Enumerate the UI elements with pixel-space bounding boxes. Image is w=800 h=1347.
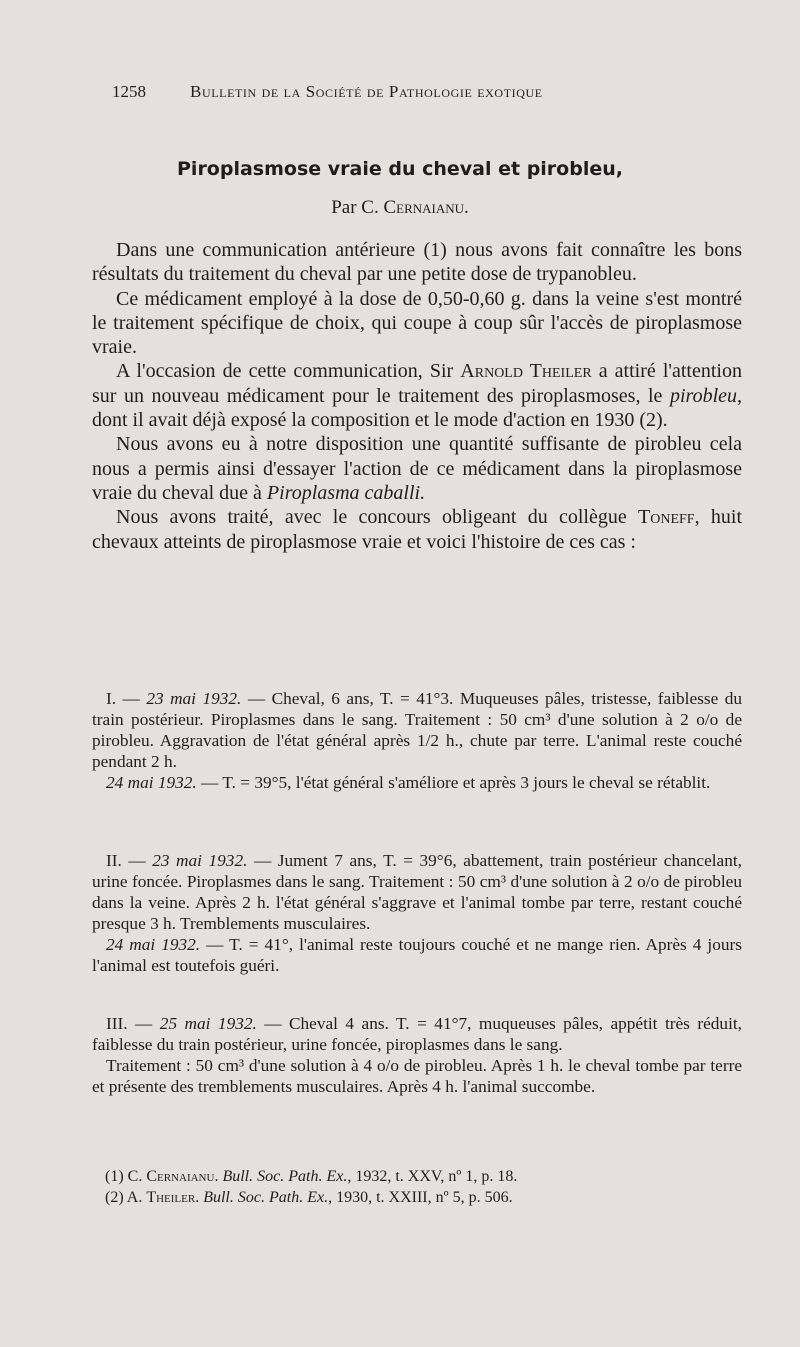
footnote-1: [105, 1166, 745, 1187]
footnote-1-author: Cernaianu.: [146, 1168, 219, 1185]
case-1-followup-text: — T. = 39°5, l'état général s'améliore et après 3 jours le cheval se rétablit.: [196, 773, 711, 792]
case-2-text: — Jument 7 ans, T. = 39°6, abattement, train postérieur chancelant, urine foncée. Piroplasmes dans le sang. Traitement : 50 cm³ d'une solution à 2 o/o de pirobleu dans la veine. Après 2 h. l'état général s'aggrave et l'animal tombe par terre, restant couché presque 3 h. Tremblements musculaires.: [92, 851, 742, 933]
case-1: [92, 688, 742, 793]
case-3-date: 25 mai 1932.: [159, 1014, 257, 1033]
case-1-entry: [92, 688, 742, 772]
p3-text-b: a attiré l'attention sur un nouveau médicament pour le traitement des piroplasmoses, le: [92, 360, 742, 407]
p5-text-b: huit chevaux atteints de piroplasmose vraie et voici l'histoire de ces cas :: [92, 506, 742, 553]
case-1-followup: [92, 772, 742, 793]
p3-text-a: A l'occasion de cette communication, Sir: [116, 360, 461, 383]
case-3-followup-text: Traitement : 50 cm³ d'une solution à 4 o/o de pirobleu. Après 1 h. le cheval tombe par terre et présente des tremblements musculaires. Après 4 h. l'animal succombe.: [92, 1056, 742, 1096]
article-body: [92, 238, 742, 554]
case-1-date: 23 mai 1932.: [146, 689, 242, 708]
footnote-2-author: Theiler.: [146, 1189, 200, 1206]
case-1-followup-date: 24 mai 1932.: [106, 773, 197, 792]
author-name: Cernaianu.: [383, 197, 469, 218]
p3-text-c: dont il avait déjà exposé la composition et le mode d'action en 1930 (2).: [92, 409, 668, 432]
footnotes: [105, 1166, 745, 1208]
case-2-date: 23 mai 1932.: [152, 851, 248, 870]
paragraph-2: Ce médicament employé à la dose de 0,50-0,60 g. dans la veine s'est montré le traitement spécifique de choix, qui coupe à coup sûr l'accès de piroplasmose vraie.: [92, 287, 742, 359]
running-header: [112, 82, 642, 108]
p5-person: Toneff,: [638, 506, 700, 529]
case-1-number: I. —: [106, 689, 147, 708]
case-2-followup-text: — T. = 41°, l'animal reste toujours couché et ne mange rien. Après 4 jours l'animal est toutefois guéri.: [92, 935, 742, 975]
case-2-followup: [92, 934, 742, 976]
article-author: [0, 197, 800, 219]
case-3-text: — Cheval 4 ans. T. = 41°7, muqueuses pâles, appétit très réduit, faiblesse du train postérieur, urine foncée, piroplasmes dans le sang.: [92, 1014, 742, 1054]
p4-text: Nous avons eu à notre disposition une quantité suffisante de pirobleu cela nous a permis ainsi d'essayer l'action de ce médicament dans la piroplasmose vraie du cheval due à: [92, 433, 742, 504]
case-3-entry: [92, 1013, 742, 1055]
p3-person: Arnold Theiler: [460, 360, 592, 383]
paragraph-1: Dans une communication antérieure (1) nous avons fait connaître les bons résultats du traitement du cheval par une petite dose de trypanobleu.: [92, 239, 742, 286]
p4-species: Piroplasma caballi.: [266, 481, 426, 504]
paragraph-4: [92, 432, 742, 505]
footnote-1-ref: 1932, t. XXV, nº 1, p. 18.: [351, 1168, 518, 1185]
case-2-entry: [92, 850, 742, 934]
case-2-followup-date: 24 mai 1932.: [106, 935, 201, 954]
p5-text-a: Nous avons traité, avec le concours obligeant du collègue: [116, 506, 639, 529]
running-title: Bulletin de la Société de Pathologie exotique: [190, 82, 543, 101]
page-number: 1258: [112, 82, 146, 101]
footnote-1-mark: (1) C.: [105, 1168, 147, 1185]
footnote-2-journal: Bull. Soc. Path. Ex.,: [199, 1189, 333, 1206]
case-2-number: II. —: [106, 851, 153, 870]
footnote-1-journal: Bull. Soc. Path. Ex.,: [218, 1168, 352, 1185]
case-3-number: III. —: [106, 1014, 160, 1033]
author-prefix: Par C.: [331, 197, 384, 218]
footnote-2-mark: (2) A.: [105, 1189, 147, 1206]
article-title: Piroplasmose vraie du cheval et pirobleu,: [177, 158, 623, 180]
footnote-2-ref: 1930, t. XXIII, nº 5, p. 506.: [332, 1189, 513, 1206]
case-2: [92, 850, 742, 976]
paragraph-3: [92, 359, 742, 432]
case-1-text: — Cheval, 6 ans, T. = 41°3. Muqueuses pâles, tristesse, faiblesse du train postérieur. Piroplasmes dans le sang. Traitement : 50 cm³ d'une solution à 2 o/o de pirobleu. Aggravation de l'état général après 1/2 h., chute par terre. L'animal reste couché pendant 2 h.: [92, 689, 743, 771]
case-3-followup: [92, 1055, 742, 1097]
paragraph-5: [92, 505, 742, 554]
p3-drug: pirobleu,: [669, 384, 742, 407]
case-3: [92, 1013, 742, 1097]
footnote-2: [105, 1187, 745, 1208]
